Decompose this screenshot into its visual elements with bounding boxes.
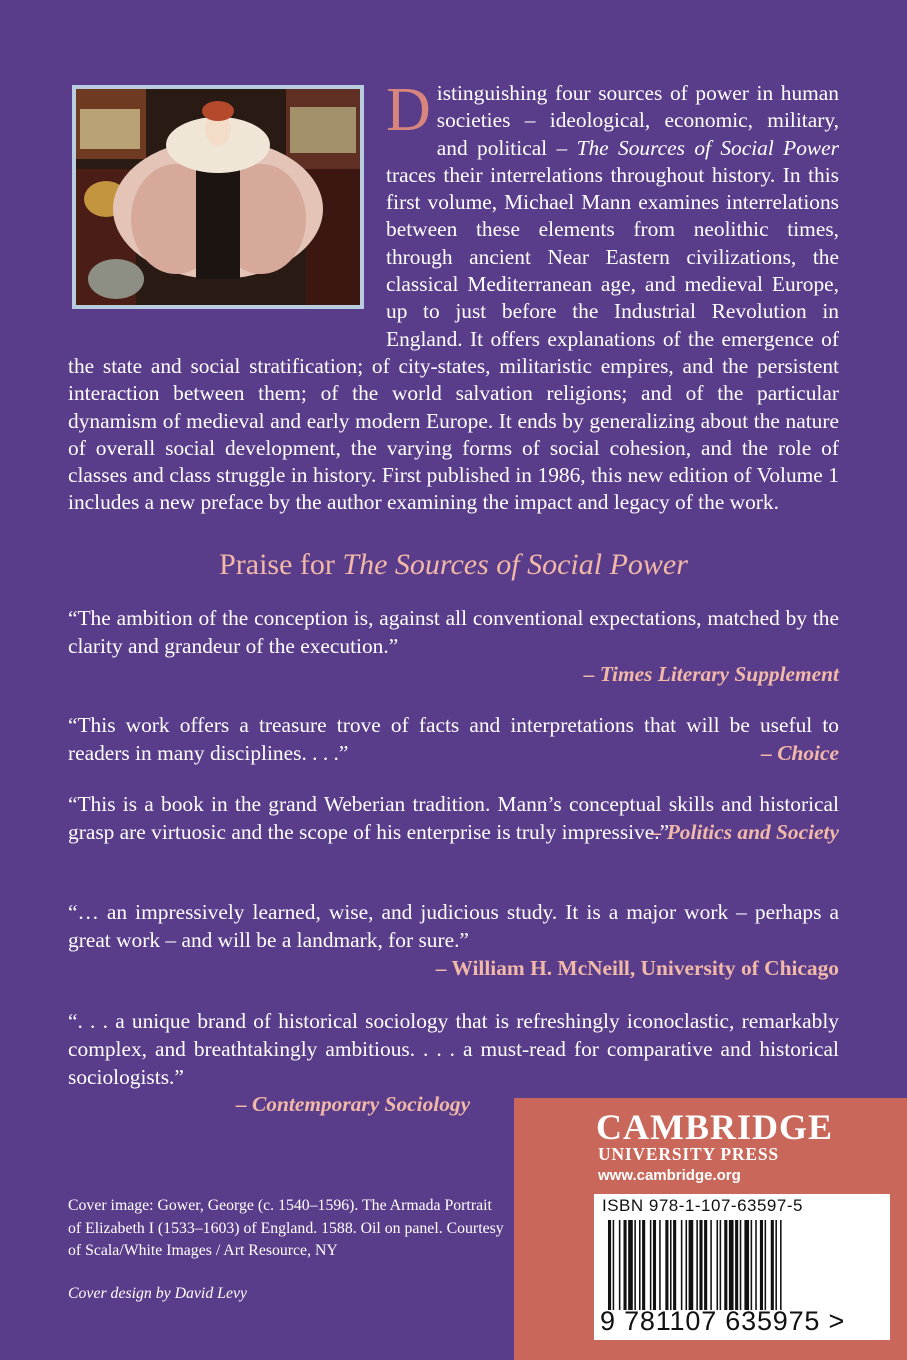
cover-credit: Cover image: Gower, George (c. 1540–1596). The Armada Portrait of Elizabeth I (1533–1603) of England. 1588. Oil on panel. Courtesy of Scala/White Images / Art Resource, NY xyxy=(68,1197,504,1259)
description-title: The Sources of Social Power xyxy=(576,135,840,160)
quote-2 xyxy=(68,712,839,768)
quote-text: “. . . a unique brand of historical sociology that is refreshingly iconoclastic, remarkably complex, and breathtakingly ambitious. . . . a must-read for comparative and historical sociologists.” xyxy=(68,1009,839,1089)
quote-source: – Contemporary Sociology xyxy=(236,1092,471,1117)
description-text-1: istinguishing four sources of power in human societies – ideological, economic, military, and political – xyxy=(436,81,839,160)
isbn-label: ISBN 978-1-107-63597-5 xyxy=(602,1196,803,1215)
barcode-digits: 9 781107 635975 > xyxy=(600,1306,846,1336)
isbn-barcode xyxy=(594,1194,890,1340)
quote-4 xyxy=(68,899,839,982)
quote-source: – William H. McNeill, University of Chicago xyxy=(435,955,839,980)
publisher-subname: UNIVERSITY PRESS xyxy=(598,1144,779,1164)
praise-heading-prefix: Praise for xyxy=(219,548,343,581)
quote-text: “This is a book in the grand Weberian tradition. Mann’s conceptual skills and historical grasp are virtuosic and the scope of his enterprise is truly impressive.” xyxy=(68,792,839,844)
cover-design-credit: Cover design by David Levy xyxy=(68,1285,247,1302)
publisher-url: www.cambridge.org xyxy=(598,1167,741,1184)
publisher-name: CAMBRIDGE xyxy=(596,1107,834,1147)
quote-1 xyxy=(68,605,839,688)
description-text-2: traces their interrelations throughout history. In this first volume, Michael Mann examines interrelations between these elements from neolithic times, through ancient Near Eastern civilizations, the classical Mediterranean age, and medieval Europe, up to just before the Industrial Revolution in England. It offers explanations of the emergence of the state and social stratification; of city-states, militaristic empires, and the persistent interaction between them; of the world salvation religions; and of the particular dynamism of medieval and early modern Europe. It ends by generalizing about the nature of overall social development, the varying forms of social cohesion, and the role of classes and class struggle in history. First published in 1986, this new edition of Volume 1 includes a new preface by the author examining the impact and legacy of the work. xyxy=(68,162,839,515)
drop-cap: D xyxy=(386,76,431,144)
quote-text: “This work offers a treasure trove of facts and interpretations that will be useful to readers in many disciplines. . . .” xyxy=(68,713,839,765)
book-description xyxy=(68,76,840,517)
quote-text: “… an impressively learned, wise, and judicious study. It is a major work – perhaps a great work – and will be a landmark, for sure.” xyxy=(68,900,839,952)
quote-text: “The ambition of the conception is, against all conventional expectations, matched by the clarity and grandeur of the execution.” xyxy=(68,606,839,658)
publisher-block xyxy=(514,1098,907,1360)
quote-source: – Times Literary Supplement xyxy=(583,661,839,686)
quote-3 xyxy=(68,791,839,847)
quote-source: – Politics and Society xyxy=(650,819,839,844)
quote-source: – Choice xyxy=(761,740,839,765)
barcode-bars xyxy=(602,1220,882,1310)
praise-heading xyxy=(0,548,907,582)
praise-heading-title: The Sources of Social Power xyxy=(342,548,688,581)
